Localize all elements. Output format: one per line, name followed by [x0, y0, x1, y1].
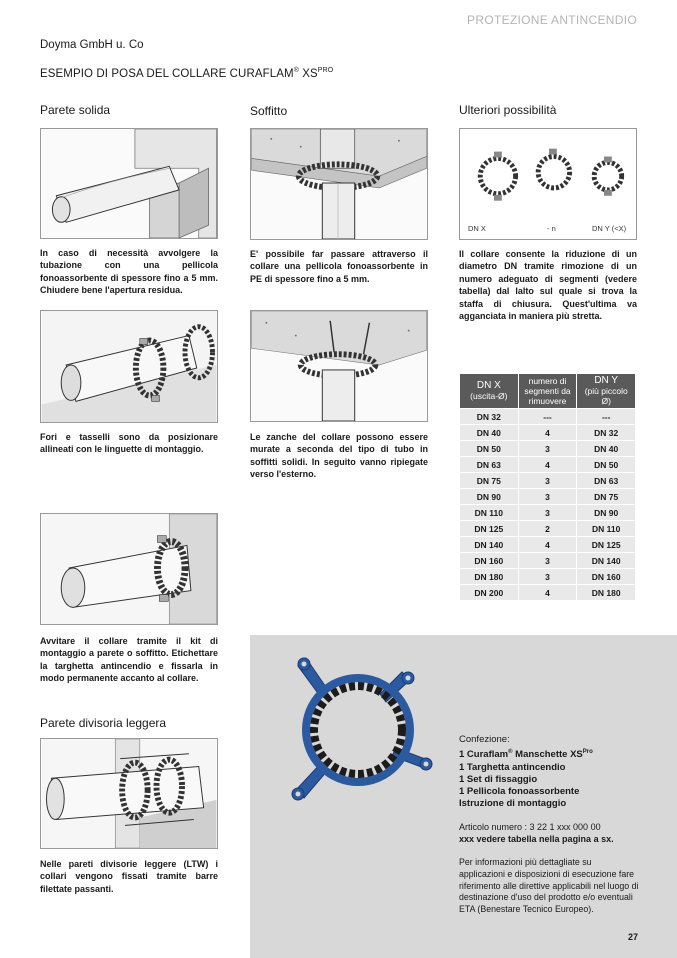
cell-dn-x: DN 180	[460, 569, 519, 585]
label-dn-x: DN X	[468, 224, 486, 233]
cell-segments: 2	[518, 521, 577, 537]
cell-dn-y: DN 90	[577, 505, 636, 521]
cell-dn-y: DN 160	[577, 569, 636, 585]
cell-dn-y: DN 180	[577, 585, 636, 601]
cell-dn-y: DN 50	[577, 457, 636, 473]
article-info	[459, 821, 639, 845]
cell-dn-x: DN 160	[460, 553, 519, 569]
dn-table	[459, 373, 636, 601]
collar-product-icon	[278, 650, 438, 810]
info-text: Per informazioni più dettagliate su applicazioni e disposizioni di esecuzione fare riferimento alle direttive applicabili nel luogo di destinazione d'uso del prodotto e/o eventuali ETA (Benestare Tecnico Europeo).	[459, 857, 639, 915]
table-row	[460, 457, 636, 473]
cell-segments: 3	[518, 473, 577, 489]
heading-ulteriori: Ulteriori possibilità	[459, 103, 557, 117]
th-dn-x-main: DN X	[476, 380, 501, 391]
cell-dn-y: DN 125	[577, 537, 636, 553]
cell-dn-y: DN 110	[577, 521, 636, 537]
item1-a: 1 Curaflam	[459, 749, 509, 761]
article-number: Articolo numero : 3 22 1 xxx 000 00	[459, 822, 601, 832]
title-text: ESEMPIO DI POSA DEL COLLARE CURAFLAM	[40, 67, 294, 80]
cell-dn-y: DN 40	[577, 441, 636, 457]
caption-soffitto-2: Le zanche del collare possono essere murate a seconda del tipo di tubo in soffitti solidi. In seguito vanno ripiegate verso l'esterno.	[250, 432, 428, 480]
caption-parete-leggera: Nelle pareti divisorie leggere (LTW) i collari vengono fissati tramite barre filettate passanti.	[40, 859, 218, 894]
figure-wall-drill	[40, 310, 218, 423]
caption-parete-3: Avvitare il collare tramite il kit di montaggio a parete o soffitto. Etichettare la targhetta antincendio e fissarla in modo permanente accanto al collare.	[40, 636, 218, 684]
cell-segments: 4	[518, 457, 577, 473]
cell-segments: 3	[518, 569, 577, 585]
cell-dn-y: DN 63	[577, 473, 636, 489]
packaging-item-3: 1 Set di fissaggio	[459, 773, 538, 785]
cell-dn-x: DN 125	[460, 521, 519, 537]
item1-b: Manschette XS	[512, 749, 583, 761]
table-row	[460, 537, 636, 553]
figure-wall-pipe	[40, 128, 218, 239]
page-title	[40, 67, 333, 80]
figure-wall-mounted	[40, 513, 218, 625]
light-wall-illustration	[41, 739, 217, 848]
wall-collar-illustration	[41, 311, 217, 422]
table-row	[460, 505, 636, 521]
wall-mounted-collar-illustration	[41, 514, 217, 624]
ceiling-foil-illustration	[251, 129, 427, 239]
cell-dn-x: DN 200	[460, 585, 519, 601]
page-number: 27	[628, 932, 639, 942]
cell-segments: 3	[518, 489, 577, 505]
heading-soffitto: Soffitto	[250, 104, 288, 118]
cell-dn-x: DN 90	[460, 489, 519, 505]
table-body	[460, 409, 636, 601]
article-note: xxx vedere tabella nella pagina a sx.	[459, 834, 614, 845]
table-row	[460, 409, 636, 425]
packaging-item-4: 1 Pellicola fonoassorbente	[459, 785, 580, 797]
cell-segments: 4	[518, 425, 577, 441]
table-row	[460, 441, 636, 457]
th-dn-y	[577, 374, 636, 409]
company-name: Doyma GmbH u. Co	[40, 39, 144, 51]
table-header-row	[460, 374, 636, 409]
th-dn-x	[460, 374, 519, 409]
caption-parete-2: Fori e tasselli sono da posizionare allineati con le linguette di montaggio.	[40, 432, 218, 455]
cell-segments: ---	[518, 409, 577, 425]
cell-dn-x: DN 110	[460, 505, 519, 521]
table-row	[460, 521, 636, 537]
table-row	[460, 489, 636, 505]
cell-dn-y: DN 75	[577, 489, 636, 505]
cell-dn-x: DN 140	[460, 537, 519, 553]
cell-segments: 3	[518, 505, 577, 521]
item1-reg: ®	[508, 749, 513, 756]
caption-parete-1: In caso di necessità avvolgere la tubazione con una pellicola fonoassorbente di spessore fino a 5 mm. Chiudere bene l'apertura residua.	[40, 248, 218, 296]
wall-pipe-illustration	[41, 129, 217, 238]
cell-dn-x: DN 63	[460, 457, 519, 473]
title-reg: ®	[293, 67, 299, 74]
cell-dn-y: ---	[577, 409, 636, 425]
packaging-item-5: Istruzione di montaggio	[459, 798, 567, 810]
title-sup: PRO	[317, 67, 334, 74]
th-dn-x-sub: (uscita-Ø)	[470, 391, 508, 401]
caption-ulteriori: Il collare consente la riduzione di un diametro DN tramite rimozione di un numero adeguato di segmenti (vedere tabella) dal lalto sul quale si trova la staffa di chiusura. Quest'ultima va agganciata in maniera più stretta.	[459, 249, 637, 322]
label-minus-n: - n	[547, 224, 556, 233]
heading-parete-leggera: Parete divisoria leggera	[40, 716, 167, 730]
cell-segments: 3	[518, 441, 577, 457]
table-row	[460, 425, 636, 441]
product-image	[278, 650, 438, 810]
th-dn-y-main: DN Y	[594, 375, 619, 386]
cell-dn-x: DN 40	[460, 425, 519, 441]
ceiling-anchor-illustration	[251, 311, 427, 421]
cell-dn-y: DN 140	[577, 553, 636, 569]
cell-dn-x: DN 75	[460, 473, 519, 489]
table-row	[460, 585, 636, 601]
section-label: PROTEZIONE ANTINCENDIO	[467, 13, 637, 27]
cell-segments: 4	[518, 537, 577, 553]
dn-table-wrapper	[459, 373, 636, 601]
caption-soffitto-1: E' possibile far passare attraverso il collare una pellicola fonoassorbente in PE di spessore fino a 5 mm.	[250, 249, 428, 284]
packaging-item-2: 1 Targhetta antincendio	[459, 761, 566, 773]
cell-dn-y: DN 32	[577, 425, 636, 441]
item1-sup: Pro	[582, 749, 593, 756]
table-row	[460, 473, 636, 489]
table-row	[460, 553, 636, 569]
cell-dn-x: DN 50	[460, 441, 519, 457]
reduction-illustration	[460, 129, 636, 239]
label-dn-y: DN Y (<X)	[592, 224, 627, 233]
cell-dn-x: DN 32	[460, 409, 519, 425]
th-segments-main: numero di segmenti da rimuovere	[524, 376, 571, 406]
cell-segments: 3	[518, 553, 577, 569]
th-dn-y-sub: (più piccolo Ø)	[584, 386, 628, 406]
figure-light-wall	[40, 738, 218, 849]
packaging-item-1	[459, 746, 639, 761]
table-row	[460, 569, 636, 585]
cell-segments: 4	[518, 585, 577, 601]
heading-parete-solida: Parete solida	[40, 103, 111, 117]
th-segments	[518, 374, 577, 409]
figure-ceiling-1	[250, 128, 428, 240]
figure-ceiling-2	[250, 310, 428, 422]
packaging-title: Confezione:	[459, 734, 510, 745]
packaging-contents	[459, 734, 639, 810]
title-xs: XS	[298, 67, 318, 80]
